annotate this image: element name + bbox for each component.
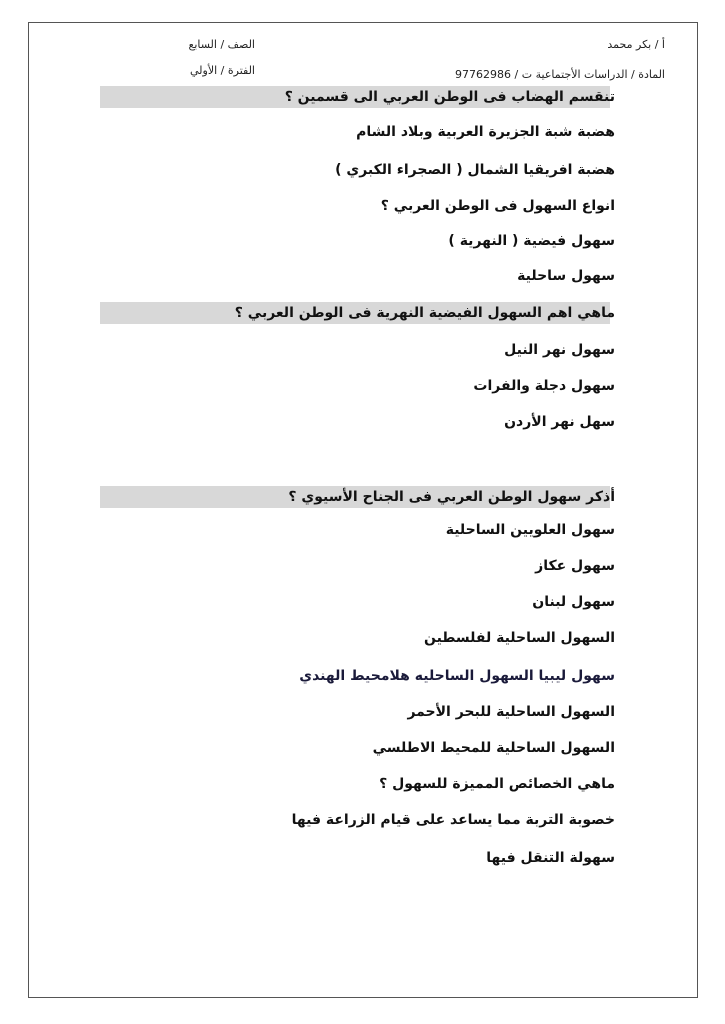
answer-line: سهول ساحلية <box>517 268 615 284</box>
subject-phone: المادة / الدراسات الأجتماعية ت / 97762986 <box>455 68 665 81</box>
answer-line: هضبة افريقيا الشمال ( الصجراء الكبري ) <box>335 162 615 178</box>
answer-line: السهول الساحلية لفلسطين <box>423 630 615 646</box>
answer-line: سهل نهر الأردن <box>504 414 615 430</box>
question-heading: تنقسم الهضاب فى الوطن العربي الى قسمين ؟ <box>284 89 615 105</box>
answer-line: سهول لبنان <box>532 594 615 610</box>
answer-line: هضبة شبة الجزيرة العربية وبلاد الشام <box>356 124 615 140</box>
answer-line: سهول العلويين الساحلية <box>445 522 615 538</box>
answer-line: سهول دجلة والفرات <box>473 378 615 394</box>
answer-line: انواع السهول فى الوطن العربي ؟ <box>380 198 615 214</box>
answer-line: سهولة التنقل فيها <box>486 850 615 866</box>
answer-line: السهول الساحلية للبحر الأحمر <box>407 704 615 720</box>
period-label: الفترة / الأولي <box>190 64 255 77</box>
answer-line: سهول فيضية ( النهرية ) <box>448 233 615 249</box>
answer-line: خصوبة التربة مما يساعد على قيام الزراعة فيها <box>291 812 615 828</box>
answer-line: ماهي الخصائص المميزة للسهول ؟ <box>379 776 615 792</box>
answer-line: سهول عكاز <box>535 558 615 574</box>
teacher-name: أ / بكر محمد <box>607 38 665 51</box>
question-heading: ماهي اهم السهول الفيضية النهرية فى الوطن العربي ؟ <box>234 305 615 321</box>
grade-label: الصف / السابع <box>188 38 255 51</box>
answer-line: سهول ليبيا السهول الساحليه هلامحيط الهندي <box>299 668 615 684</box>
answer-line: السهول الساحلية للمحيط الاطلسي <box>372 740 615 756</box>
question-heading: أذكر سهول الوطن العربي فى الجناح الأسيوي ؟ <box>288 489 615 505</box>
answer-line: سهول نهر النيل <box>504 342 615 358</box>
